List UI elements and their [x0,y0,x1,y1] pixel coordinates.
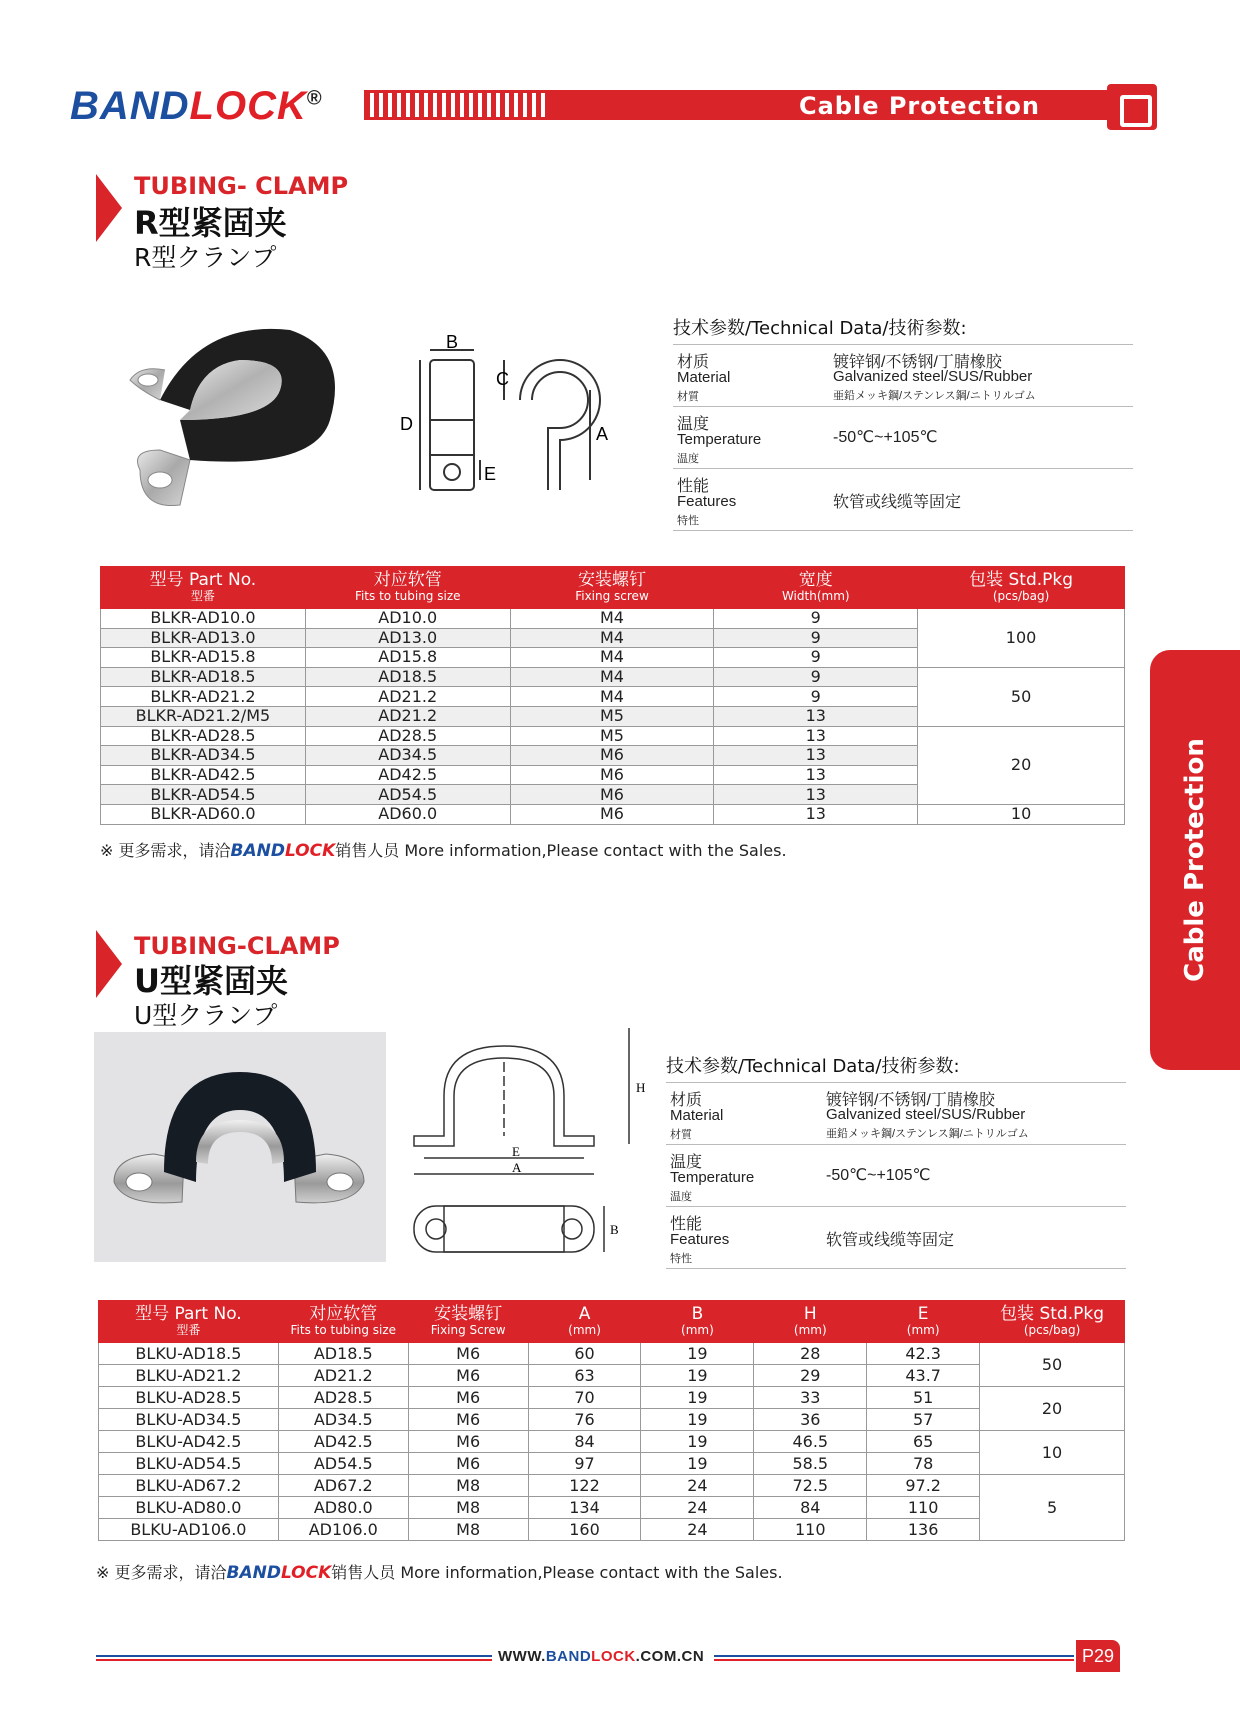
diagram-label-a: A [596,424,609,444]
table-cell: 58.5 [754,1453,867,1475]
diagram-label-a: A [512,1160,522,1175]
table-cell: 110 [867,1497,980,1519]
diagram-label-e: E [512,1144,520,1159]
table-cell: 9 [714,628,918,648]
tech-value-cn: 镀锌钢/不锈钢/丁腈橡胶 [826,1092,995,1109]
diagram-label-c: C [496,369,509,389]
tech-label-en: Temperature [670,1169,755,1186]
table-cell: 84 [528,1431,641,1453]
tech-value-jp: 亜鉛メッキ鋼/ステンレス鋼/ニトリルゴム [826,1128,1029,1140]
diagram-label-d: D [400,414,413,434]
pkg-cell: 20 [918,726,1125,804]
table-cell: BLKU-AD42.5 [99,1431,279,1453]
table-cell: 43.7 [867,1365,980,1387]
table-cell: AD54.5 [305,785,510,805]
tech-label-jp: 特性 [670,1253,692,1265]
page-number: P29 [1076,1640,1120,1672]
table-cell: 36 [754,1409,867,1431]
table-cell: 97.2 [867,1475,980,1497]
tech-value: 软管或线缆等固定 [826,1232,955,1249]
table-cell: 60 [528,1343,641,1365]
table-header: 型号 Part No. 型番 [101,567,306,609]
table-cell: AD34.5 [278,1409,408,1431]
table-cell: BLKR-AD15.8 [101,648,306,668]
table-row [99,1475,1125,1497]
table-cell: 63 [528,1365,641,1387]
section-r-title-jp: R型クランプ [134,243,277,272]
table-row [99,1387,1125,1409]
tech-label-en: Temperature [677,431,762,448]
table-cell: M6 [510,804,714,824]
table-cell: 13 [714,765,918,785]
r-spec-table [100,566,1125,825]
table-cell: AD21.2 [278,1365,408,1387]
table-cell: AD13.0 [305,628,510,648]
table-cell: M4 [510,609,714,629]
table-cell: BLKR-AD18.5 [101,667,306,687]
table-cell: 33 [754,1387,867,1409]
table-cell: 51 [867,1387,980,1409]
table-cell: AD80.0 [278,1497,408,1519]
tech-row-material [666,1083,1126,1145]
table-cell: M4 [510,667,714,687]
tech-label-jp: 温度 [670,1191,692,1203]
pkg-cell: 50 [980,1343,1125,1387]
diagram-label-h: H [636,1080,646,1095]
table-cell: 134 [528,1497,641,1519]
section-u-title-jp: U型クランプ [134,1001,278,1030]
table-cell: 19 [641,1387,754,1409]
table-cell: 9 [714,648,918,668]
table-cell: AD21.2 [305,687,510,707]
table-cell: M6 [510,785,714,805]
tech-label-jp: 材質 [677,391,699,403]
note-brand-lock: LOCK [280,1563,332,1583]
note-brand-lock: LOCK [284,841,336,861]
pkg-cell: 5 [980,1475,1125,1541]
table-row [101,667,1125,687]
table-cell: 13 [714,726,918,746]
table-cell: BLKR-AD42.5 [101,765,306,785]
table-cell: 9 [714,667,918,687]
note-brand-band: BAND [230,841,285,861]
table-header: 对应软管 Fits to tubing size [278,1301,408,1343]
table-row [99,1519,1125,1541]
tech-value: -50℃~+105℃ [833,429,938,446]
diagram-label-b: B [610,1222,619,1237]
table-header: 包装 Std.Pkg (pcs/bag) [980,1301,1125,1343]
r-clamp-diagram [400,332,630,520]
table-cell: M8 [408,1519,528,1541]
pkg-cell: 50 [918,667,1125,726]
diagram-label-b: B [446,332,459,352]
table-cell: M5 [510,726,714,746]
table-cell: AD60.0 [305,804,510,824]
tech-label-cn: 温度 [677,416,710,433]
table-header: 宽度 Width(mm) [714,567,918,609]
table-cell: M6 [408,1343,528,1365]
r-tech-data [673,314,1133,531]
pkg-cell: 100 [918,609,1125,668]
table-cell: BLKR-AD60.0 [101,804,306,824]
tech-value-cn: 镀锌钢/不锈钢/丁腈橡胶 [833,354,1002,371]
u-clamp-photo [94,1032,386,1262]
table-cell: M6 [510,765,714,785]
table-cell: 13 [714,804,918,824]
table-cell: 13 [714,706,918,726]
brand-logo-band: BAND [70,84,190,128]
table-cell: 28 [754,1343,867,1365]
table-cell: 160 [528,1519,641,1541]
table-cell: 24 [641,1497,754,1519]
footer-url-post: .COM.CN [635,1648,705,1665]
tech-row-temperature [673,407,1133,469]
footer-lines-left [96,1655,492,1663]
table-cell: BLKR-AD21.2/M5 [101,706,306,726]
table-cell: BLKR-AD21.2 [101,687,306,707]
section-r-arrow-icon [96,174,122,242]
pkg-cell: 10 [980,1431,1125,1475]
tech-label-en: Material [670,1107,724,1124]
footer-url-band: BAND [545,1648,592,1665]
header-square-icon [1107,84,1157,130]
table-cell: AD106.0 [278,1519,408,1541]
table-header: H (mm) [754,1301,867,1343]
table-row [99,1365,1125,1387]
footer-lines-right [714,1655,1074,1663]
tech-title: 技术参数/Technical Data/技術参数: [666,1052,1126,1083]
table-cell: M6 [408,1431,528,1453]
table-cell: BLKR-AD13.0 [101,628,306,648]
side-tab [1150,650,1240,1070]
table-cell: 78 [867,1453,980,1475]
table-cell: AD28.5 [278,1387,408,1409]
table-cell: M6 [408,1453,528,1475]
tech-label-jp: 温度 [677,453,699,465]
table-cell: BLKU-AD80.0 [99,1497,279,1519]
tech-value: 软管或线缆等固定 [833,494,962,511]
note-post: 销售人员 More information,Please contact with the Sales. [335,841,787,860]
table-cell: M4 [510,648,714,668]
table-row [101,726,1125,746]
table-cell: 13 [714,785,918,805]
table-cell: BLKR-AD10.0 [101,609,306,629]
table-cell: 65 [867,1431,980,1453]
table-row [99,1343,1125,1365]
table-cell: AD10.0 [305,609,510,629]
header-stripes [364,90,545,120]
table-cell: 57 [867,1409,980,1431]
brand-logo [70,84,323,129]
brand-logo-lock: LOCK [189,84,307,128]
table-row [101,609,1125,629]
table-cell: AD18.5 [305,667,510,687]
table-cell: 46.5 [754,1431,867,1453]
table-cell: 13 [714,746,918,766]
u-spec-table [98,1300,1125,1541]
table-cell: BLKR-AD54.5 [101,785,306,805]
table-cell: M6 [510,746,714,766]
table-cell: AD34.5 [305,746,510,766]
note-post: 销售人员 More information,Please contact with the Sales. [331,1563,783,1582]
tech-value: -50℃~+105℃ [826,1167,931,1184]
table-header: 包装 Std.Pkg (pcs/bag) [918,567,1125,609]
tech-label-cn: 温度 [670,1154,703,1171]
table-cell: M4 [510,687,714,707]
table-cell: 24 [641,1519,754,1541]
table-cell: 19 [641,1453,754,1475]
table-cell: 110 [754,1519,867,1541]
table-cell: AD42.5 [305,765,510,785]
table-header: 型号 Part No. 型番 [99,1301,279,1343]
table-cell: BLKR-AD28.5 [101,726,306,746]
note-brand-band: BAND [226,1563,281,1583]
table-cell: 29 [754,1365,867,1387]
table-cell: AD15.8 [305,648,510,668]
table-cell: M6 [408,1409,528,1431]
tech-label-jp: 材質 [670,1129,692,1141]
table-cell: 42.3 [867,1343,980,1365]
table-cell: M6 [408,1387,528,1409]
r-contact-note [100,838,787,861]
table-header: 对应软管 Fits to tubing size [305,567,510,609]
table-cell: AD18.5 [278,1343,408,1365]
table-header: 安装螺钉 Fixing Screw [408,1301,528,1343]
table-cell: 24 [641,1475,754,1497]
table-cell: AD28.5 [305,726,510,746]
table-cell: M8 [408,1475,528,1497]
table-cell: BLKR-AD34.5 [101,746,306,766]
table-cell: M6 [408,1365,528,1387]
table-cell: BLKU-AD18.5 [99,1343,279,1365]
table-cell: 19 [641,1343,754,1365]
table-row [99,1453,1125,1475]
tech-label-en: Material [677,369,731,386]
table-cell: AD54.5 [278,1453,408,1475]
tech-label-jp: 特性 [677,515,699,527]
table-cell: 9 [714,609,918,629]
table-cell: 19 [641,1409,754,1431]
registered-mark: ® [306,87,323,110]
u-clamp-diagram [404,1026,646,1266]
table-row [99,1431,1125,1453]
tech-row-temperature [666,1145,1126,1207]
table-header: 安装螺钉 Fixing screw [510,567,714,609]
table-cell: 122 [528,1475,641,1497]
footer-url[interactable] [498,1648,704,1665]
note-pre: ※ 更多需求，请洽 [100,841,231,860]
table-row [99,1497,1125,1519]
table-header: E (mm) [867,1301,980,1343]
tech-value-jp: 亜鉛メッキ鋼/ステンレス鋼/ニトリルゴム [833,390,1036,402]
table-cell: 19 [641,1431,754,1453]
header-bar [364,90,1124,120]
header-title: Cable Protection [798,92,1040,120]
table-cell: 136 [867,1519,980,1541]
tech-row-features [673,469,1133,531]
tech-label-en: Features [670,1231,730,1248]
table-row [99,1409,1125,1431]
table-cell: 97 [528,1453,641,1475]
table-cell: 19 [641,1365,754,1387]
table-cell: AD67.2 [278,1475,408,1497]
pkg-cell: 10 [918,804,1125,824]
tech-label-cn: 材质 [670,1092,703,1109]
note-pre: ※ 更多需求，请洽 [96,1563,227,1582]
table-cell: 70 [528,1387,641,1409]
section-r-title-en: TUBING- CLAMP [134,172,349,200]
footer-url-pre: WWW. [498,1648,546,1665]
table-cell: BLKU-AD54.5 [99,1453,279,1475]
pkg-cell: 20 [980,1387,1125,1431]
table-header: A (mm) [528,1301,641,1343]
r-clamp-photo [120,300,360,540]
tech-label-cn: 性能 [677,478,710,495]
table-cell: M8 [408,1497,528,1519]
table-cell: 84 [754,1497,867,1519]
table-cell: AD42.5 [278,1431,408,1453]
tech-value-en: Galvanized steel/SUS/Rubber [833,368,1033,385]
table-cell: BLKU-AD106.0 [99,1519,279,1541]
section-u-title-en: TUBING-CLAMP [134,932,340,960]
footer-url-lock: LOCK [591,1648,636,1665]
section-u-arrow-icon [96,930,122,998]
tech-row-features [666,1207,1126,1269]
table-cell: 72.5 [754,1475,867,1497]
tech-value-en: Galvanized steel/SUS/Rubber [826,1106,1026,1123]
tech-row-material [673,345,1133,407]
tech-title: 技术参数/Technical Data/技術参数: [673,314,1133,345]
diagram-label-e: E [484,464,497,484]
u-contact-note [96,1560,783,1583]
table-cell: 9 [714,687,918,707]
table-header: B (mm) [641,1301,754,1343]
table-cell: BLKU-AD28.5 [99,1387,279,1409]
u-tech-data [666,1052,1126,1269]
table-cell: AD21.2 [305,706,510,726]
tech-label-cn: 材质 [677,354,710,371]
tech-label-en: Features [677,493,737,510]
table-cell: M4 [510,628,714,648]
table-cell: BLKU-AD34.5 [99,1409,279,1431]
tech-label-cn: 性能 [670,1216,703,1233]
table-cell: 76 [528,1409,641,1431]
side-tab-label: Cable Protection [1180,738,1210,982]
section-u-title-cn: U型紧固夹 [134,962,288,1000]
table-cell: BLKU-AD67.2 [99,1475,279,1497]
section-r-title-cn: R型紧固夹 [134,204,287,242]
table-row [101,804,1125,824]
table-cell: M5 [510,706,714,726]
table-cell: BLKU-AD21.2 [99,1365,279,1387]
